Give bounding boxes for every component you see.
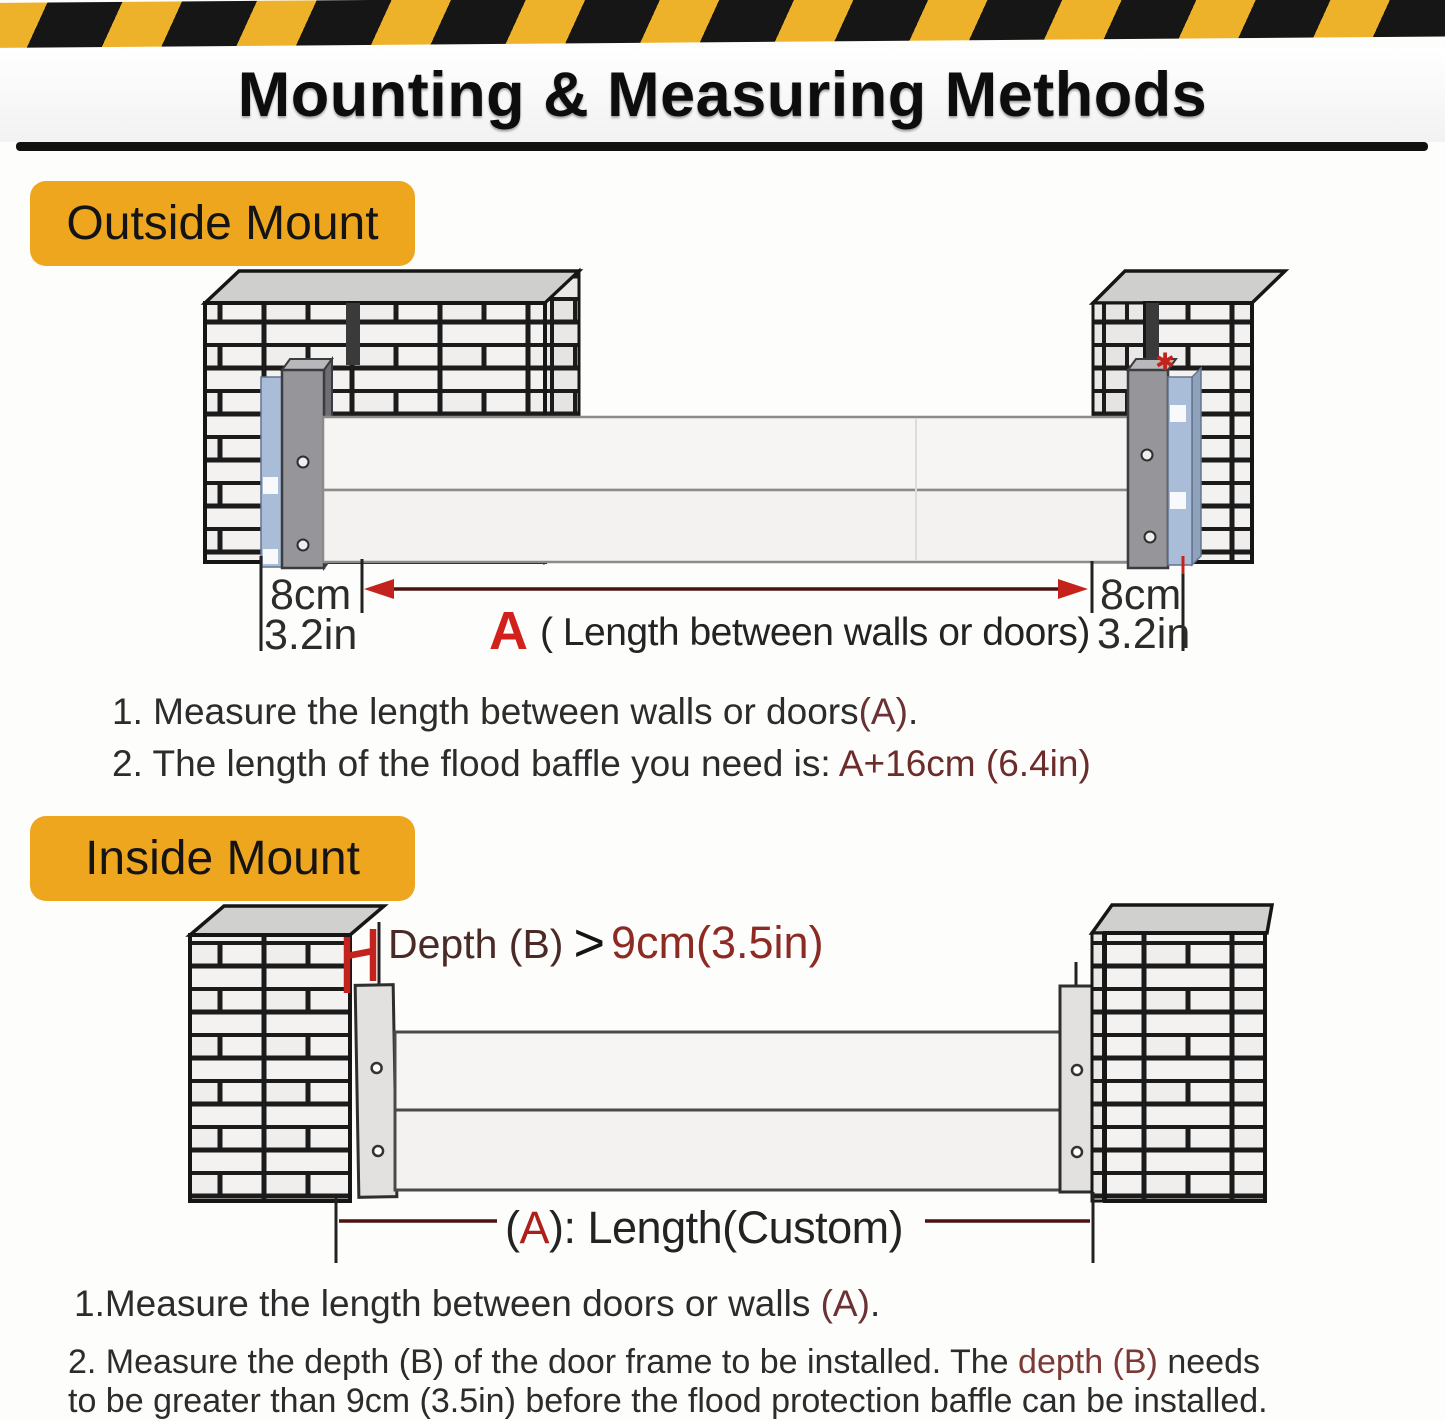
span-length-label: ( Length between walls or doors) bbox=[540, 611, 1090, 654]
depth-label bbox=[388, 913, 824, 973]
inside-note-2-depth: depth (B) bbox=[1018, 1343, 1158, 1381]
screw-hole bbox=[1072, 1147, 1082, 1157]
screw-hole bbox=[1145, 532, 1156, 543]
screw-hole bbox=[298, 540, 309, 551]
inside-mount-label-text: Inside Mount bbox=[85, 832, 360, 885]
inside-note-2-continued: to be greater than 9cm (3.5in) before the flood protection baffle can be installed. bbox=[68, 1382, 1268, 1420]
inside-note-1-period: . bbox=[869, 1283, 881, 1324]
arrowhead-left bbox=[364, 579, 394, 599]
right-cm-label: 8cm bbox=[1100, 571, 1182, 619]
length-a: A bbox=[519, 1202, 550, 1253]
outside-note-2 bbox=[112, 738, 1091, 790]
outside-note-1-period: . bbox=[907, 691, 919, 732]
screw-hole bbox=[373, 1146, 383, 1156]
left-groove-slot bbox=[346, 303, 360, 365]
span-a-label: A bbox=[489, 601, 528, 661]
inside-note-2 bbox=[68, 1343, 1268, 1382]
inside-right-pillar bbox=[1092, 905, 1272, 1201]
outside-note-1 bbox=[112, 686, 1091, 738]
screw-hole bbox=[1072, 1065, 1082, 1075]
inside-mount-diagram bbox=[0, 900, 1445, 1272]
outside-mount-label-text: Outside Mount bbox=[66, 197, 379, 250]
left-in-label: 3.2in bbox=[264, 611, 358, 659]
inside-right-bracket bbox=[1060, 962, 1092, 1192]
inside-mount-label bbox=[30, 816, 415, 901]
length-custom-label bbox=[505, 1202, 903, 1253]
hazard-stripes bbox=[0, 0, 1445, 48]
banner-underline bbox=[16, 142, 1428, 151]
greater-than-sign: > bbox=[573, 913, 605, 973]
outside-left-bracket bbox=[261, 359, 332, 568]
outside-note-1-a: (A) bbox=[858, 691, 908, 732]
depth-label-text: Depth (B) bbox=[388, 921, 564, 967]
depth-value: 9cm(3.5in) bbox=[611, 917, 824, 968]
length-rest: ): Length(Custom) bbox=[549, 1202, 904, 1253]
outside-mount-diagram bbox=[0, 260, 1445, 680]
outside-note-2-formula: A+16cm (6.4in) bbox=[838, 743, 1091, 784]
flood-barrier-boards-inside bbox=[395, 1032, 1060, 1190]
inside-dimension bbox=[336, 1192, 1093, 1263]
outside-mount-label bbox=[30, 181, 415, 266]
right-in-label: 3.2in bbox=[1097, 610, 1191, 658]
screw-hole bbox=[298, 457, 309, 468]
page-title: Mounting & Measuring Methods bbox=[0, 48, 1445, 142]
inside-note-1-a: (A) bbox=[820, 1283, 870, 1324]
inside-note-2-text: 2. Measure the depth (B) of the door frame to be installed. The bbox=[68, 1343, 1019, 1381]
red-mark-asterisk: ✱ bbox=[1155, 349, 1176, 376]
screw-hole bbox=[372, 1063, 382, 1073]
screw-hole bbox=[1142, 450, 1153, 461]
outside-notes bbox=[112, 686, 1091, 790]
inside-note-2-needs: needs bbox=[1157, 1343, 1260, 1381]
flood-barrier-boards bbox=[323, 417, 1128, 562]
inside-left-bracket bbox=[355, 985, 397, 1198]
outside-note-1-text: 1. Measure the length between walls or doors bbox=[112, 691, 859, 732]
inside-note-1-text: 1.Measure the length between doors or walls bbox=[74, 1283, 821, 1324]
inside-notes bbox=[68, 1283, 1268, 1421]
outside-right-bracket bbox=[1128, 349, 1201, 568]
inside-note-1 bbox=[74, 1283, 1268, 1325]
outside-dimension bbox=[261, 556, 1190, 661]
length-open-paren: ( bbox=[505, 1202, 520, 1253]
left-cm-label: 8cm bbox=[270, 571, 352, 619]
arrowhead-right bbox=[1058, 579, 1088, 599]
outside-note-2-text: 2. The length of the flood baffle you need is: bbox=[112, 743, 839, 784]
